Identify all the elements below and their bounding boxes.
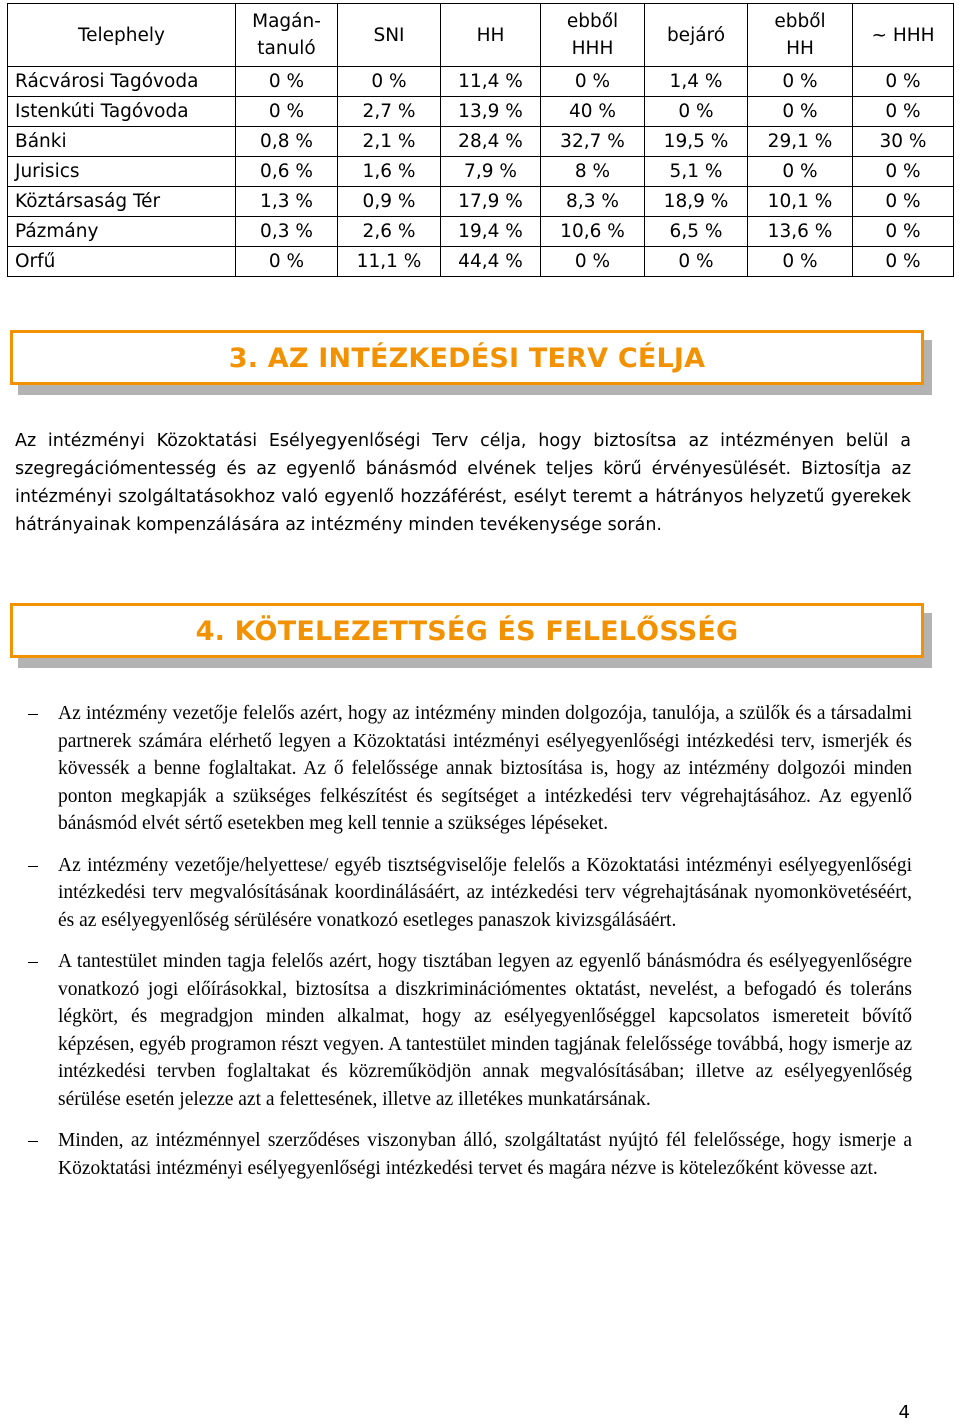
value-cell: 2,1 % [338, 127, 441, 157]
list-item-text: Minden, az intézménnyel szerződéses viszonyban álló, szolgáltatást nyújtó fél felelőssége, hogy ismerje a Közoktatási intézményi esélyegyenlőségi intézkedési tervet és magára nézve is kötelezőként kövesse azt. [58, 1130, 912, 1179]
column-header: Magán- tanuló [236, 4, 338, 67]
dash-bullet: – [28, 703, 38, 724]
section-3-heading-box [10, 330, 924, 385]
location-cell: Bánki [8, 127, 236, 157]
page-number: 4 [898, 1402, 910, 1423]
value-cell: 40 % [541, 97, 645, 127]
dash-bullet: – [28, 1130, 38, 1151]
value-cell: 19,5 % [645, 127, 748, 157]
value-cell: 0 % [541, 247, 645, 277]
value-cell: 0,8 % [236, 127, 338, 157]
value-cell: 0 % [645, 97, 748, 127]
value-cell: 6,5 % [645, 217, 748, 247]
location-cell: Rácvárosi Tagóvoda [8, 67, 236, 97]
value-cell: 0 % [236, 67, 338, 97]
value-cell: 0,9 % [338, 187, 441, 217]
value-cell: 10,1 % [748, 187, 853, 217]
value-cell: 10,6 % [541, 217, 645, 247]
value-cell: 1,4 % [645, 67, 748, 97]
table-row [8, 97, 954, 127]
value-cell: 29,1 % [748, 127, 853, 157]
value-cell: 5,1 % [645, 157, 748, 187]
value-cell: 0 % [853, 217, 954, 247]
column-header: ~ HHH [853, 4, 954, 67]
value-cell: 0 % [853, 67, 954, 97]
value-cell: 19,4 % [441, 217, 541, 247]
value-cell: 8 % [541, 157, 645, 187]
dash-bullet: – [28, 854, 38, 876]
value-cell: 11,4 % [441, 67, 541, 97]
table-row [8, 217, 954, 247]
value-cell: 11,1 % [338, 247, 441, 277]
column-header: Telephely [8, 4, 236, 67]
value-cell: 13,6 % [748, 217, 853, 247]
table-row [8, 247, 954, 277]
value-cell: 0 % [236, 247, 338, 277]
value-cell: 2,7 % [338, 97, 441, 127]
table-row [8, 187, 954, 217]
value-cell: 2,6 % [338, 217, 441, 247]
section-3-title: 3. AZ INTÉZKEDÉSI TERV CÉLJA [228, 343, 706, 374]
list-item [28, 700, 912, 838]
value-cell: 0 % [853, 97, 954, 127]
value-cell: 7,9 % [441, 157, 541, 187]
column-header: ebből HH [748, 4, 853, 67]
value-cell: 1,3 % [236, 187, 338, 217]
list-item [28, 948, 912, 1113]
value-cell: 0 % [748, 247, 853, 277]
value-cell: 0,6 % [236, 157, 338, 187]
value-cell: 44,4 % [441, 247, 541, 277]
value-cell: 1,6 % [338, 157, 441, 187]
dash-bullet: – [28, 951, 38, 972]
table-row [8, 67, 954, 97]
list-item-text: A tantestület minden tagja felelős azért, hogy tisztában legyen az egyenlő bánásmódra és esélyegyenlőségre vonatkozó jogi előírásokkal, biztosítsa a diszkriminációmentes oktatást, nevelést, a befogadó és toleráns légkört, és megradgjon minden alkalmat, hogy az esélyegyenlőséggel kapcsolatos ismereteit bővítő képzésen, egyéb programon részt vegyen. A tantestület minden tagjának felelőssége továbbá, hogy ismerje az intézkedési tervben foglaltakat és közreműködjön annak megvalósításában; illetve az esélyegyenlőség sérülése esetén jelezze azt a felettesének, illetve az illetékes munkatársának. [58, 951, 912, 1110]
value-cell: 0 % [338, 67, 441, 97]
list-item [28, 852, 912, 935]
location-cell: Köztársaság Tér [8, 187, 236, 217]
table-row [8, 157, 954, 187]
location-cell: Orfű [8, 247, 236, 277]
value-cell: 0 % [853, 187, 954, 217]
value-cell: 0 % [853, 157, 954, 187]
location-cell: Istenkúti Tagóvoda [8, 97, 236, 127]
list-item-text: Az intézmény vezetője/helyettese/ egyéb tisztségviselője felelős a Közoktatási intézményi esélyegyenlőségi intézkedési terv megvalósításának koordinálásáért, az intézkedési terv végrehajtásának nyomonkövetéséért, és az esélyegyenlőség sérülésére vonatkozó esetleges panaszok kivizsgálásáért. [58, 854, 912, 931]
column-header: ebből HHH [541, 4, 645, 67]
value-cell: 30 % [853, 127, 954, 157]
list-item [28, 1127, 912, 1182]
section-4-title: 4. KÖTELEZETTSÉG ÉS FELELŐSSÉG [195, 616, 739, 647]
column-header: HH [441, 4, 541, 67]
value-cell: 0 % [853, 247, 954, 277]
column-header: bejáró [645, 4, 748, 67]
value-cell: 0 % [748, 67, 853, 97]
table-row [8, 127, 954, 157]
column-header: SNI [338, 4, 441, 67]
value-cell: 8,3 % [541, 187, 645, 217]
value-cell: 0,3 % [236, 217, 338, 247]
value-cell: 28,4 % [441, 127, 541, 157]
section-3-paragraph: Az intézményi Közoktatási Esélyegyenlőségi Terv célja, hogy biztosítsa az intézményen belül a szegregációmentesség és az egyenlő bánásmód elvének teljes körű érvényesülését. Biztosítja az intézményi szolgáltatásokhoz való egyenlő hozzáférést, esélyt teremt a hátrányos helyzetű gyerekek hátrányainak kompenzálására az intézmény minden tevékenysége során. [15, 431, 911, 535]
location-cell: Pázmány [8, 217, 236, 247]
table-header-row [8, 4, 954, 67]
section-4-heading-box [10, 603, 924, 658]
value-cell: 32,7 % [541, 127, 645, 157]
value-cell: 17,9 % [441, 187, 541, 217]
value-cell: 0 % [541, 67, 645, 97]
value-cell: 13,9 % [441, 97, 541, 127]
value-cell: 0 % [748, 97, 853, 127]
list-item-text: Az intézmény vezetője felelős azért, hogy az intézmény minden dolgozója, tanulója, a szülők és a társadalmi partnerek számára elérhető legyen a Közoktatási intézményi esélyegyenlőségi intézkedési terv, ismerjék és kövessék a benne foglaltakat. Az ő felelőssége annak biztosítása is, hogy az intézmény dolgozói minden ponton megkapják a szükséges felkészítést és segítséget a intézkedési terv végrehajtásához. Az egyenlő bánásmód elvét sértő esetekben meg kell tennie a szükséges lépéseket. [58, 703, 912, 834]
value-cell: 0 % [236, 97, 338, 127]
value-cell: 18,9 % [645, 187, 748, 217]
table-body [8, 67, 954, 277]
value-cell: 0 % [748, 157, 853, 187]
location-cell: Jurisics [8, 157, 236, 187]
responsibility-list [0, 700, 960, 1196]
statistics-table [7, 3, 954, 277]
value-cell: 0 % [645, 247, 748, 277]
